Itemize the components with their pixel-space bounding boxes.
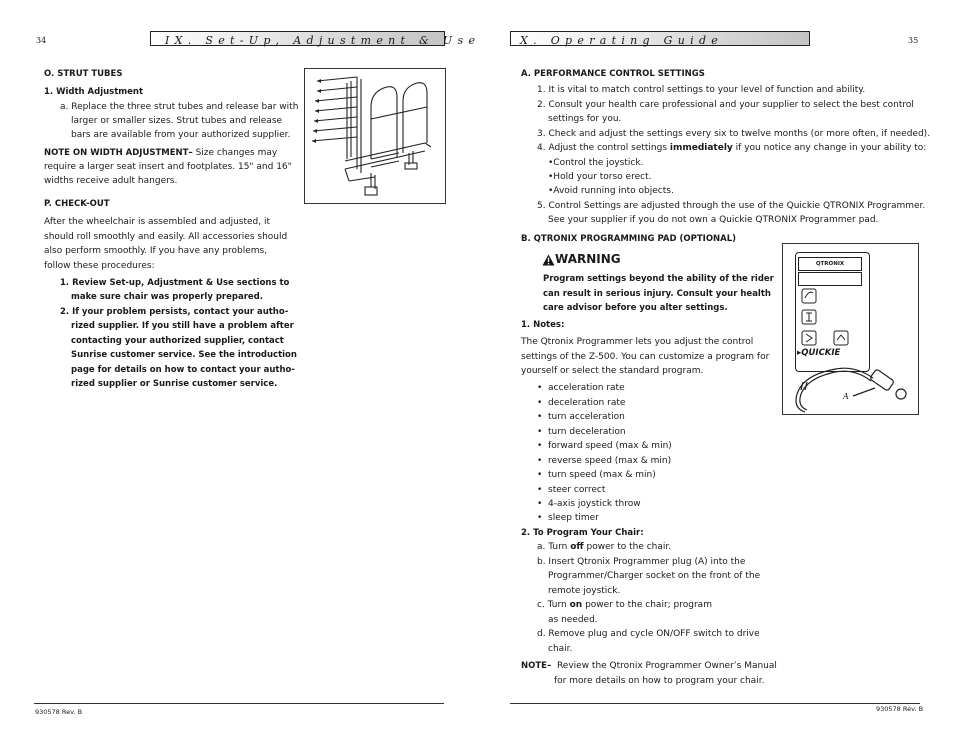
program-note-line: for more details on how to program your chair.	[554, 676, 765, 686]
programmable-setting: • turn speed (max & min)	[537, 470, 656, 480]
program-step-b-line: Programmer/Charger socket on the front of the	[548, 571, 761, 581]
notes-heading: 1. Notes:	[521, 320, 565, 330]
footer-rule-right	[510, 703, 920, 704]
checkout-step-2-line: rized supplier. If you still have a problem after	[71, 321, 294, 331]
strut-line: a. Replace the three strut tubes and release bar with	[60, 102, 299, 112]
checkout-para-line: After the wheelchair is assembled and adjusted, it	[44, 217, 270, 227]
warning-icon	[542, 254, 555, 266]
width-note-line: widths receive adult hangers.	[44, 176, 178, 186]
settings-bullet: •Control the joystick.	[548, 158, 644, 168]
wheelchair-frame-illustration	[305, 69, 445, 203]
settings-item-1: 1. It is vital to match control settings to your level of function and ability.	[537, 85, 866, 95]
checkout-step-1-line: make sure chair was properly prepared.	[71, 292, 263, 302]
header-title-left: IX. Set-Up, Adjustment & Use	[165, 34, 481, 47]
programmable-setting: • reverse speed (max & min)	[537, 456, 672, 466]
settings-item-2-line: settings for you.	[548, 114, 622, 124]
programmable-setting: • forward speed (max & min)	[537, 441, 672, 451]
programmable-setting: • sleep timer	[537, 513, 599, 523]
section-p-heading: P. CHECK-OUT	[44, 199, 110, 209]
notes-para-line: settings of the Z-500. You can customize a program for	[521, 352, 770, 362]
header-bar-right	[510, 31, 810, 46]
page-number-right: 35	[908, 36, 919, 45]
quickie-logo: ▸QUICKIE	[797, 348, 841, 358]
footer-right: 930578 Rev. B	[876, 705, 924, 713]
program-step-b: b. Insert Qtronix Programmer plug (A) into the	[537, 557, 746, 567]
settings-bullet: •Avoid running into objects.	[548, 186, 674, 196]
checkout-step-2: 2. If your problem persists, contact your autho-	[60, 307, 289, 317]
programmable-setting: • deceleration rate	[537, 398, 626, 408]
checkout-step-2-line: contacting your authorized supplier, contact	[71, 336, 284, 346]
programmer-cable-plug	[783, 344, 918, 414]
program-heading: 2. To Program Your Chair:	[521, 528, 644, 538]
programmable-setting: • acceleration rate	[537, 383, 625, 393]
section-o-heading: O. STRUT TUBES	[44, 69, 123, 79]
settings-item-5: 5. Control Settings are adjusted through the use of the Quickie QTRONIX Programmer.	[537, 201, 926, 211]
notes-para-line: yourself or select the standard program.	[521, 366, 704, 376]
checkout-step-2-line: page for details on how to contact your autho-	[71, 365, 295, 375]
footer-left: 930578 Rev. B	[35, 708, 83, 716]
footer-rule-left	[34, 703, 444, 704]
width-note: NOTE ON WIDTH ADJUSTMENT– Size changes may	[44, 148, 278, 158]
plug-callout: A	[843, 392, 849, 401]
program-step-b-line: remote joystick.	[548, 586, 621, 596]
program-step-d-line: chair.	[548, 644, 573, 654]
checkout-step-1: 1. Review Set-up, Adjustment & Use sections to	[60, 278, 290, 288]
program-step-c: c. Turn on power to the chair; program	[537, 600, 712, 610]
warning-text-line: care advisor before you alter settings.	[543, 303, 728, 313]
program-step-c-line: as needed.	[548, 615, 598, 625]
section-a-heading: A. PERFORMANCE CONTROL SETTINGS	[521, 69, 705, 79]
programmable-setting: • turn deceleration	[537, 427, 626, 437]
warning-text-line: Program settings beyond the ability of the rider	[543, 274, 774, 284]
width-adjustment-heading: 1. Width Adjustment	[44, 87, 144, 97]
settings-item-5-line: See your supplier if you do not own a Quickie QTRONIX Programmer pad.	[548, 215, 879, 225]
settings-bullet: •Hold your torso erect.	[548, 172, 652, 182]
checkout-step-2-line: rized supplier or Sunrise customer service.	[71, 379, 278, 389]
strut-line: bars are available from your authorized supplier.	[71, 130, 291, 140]
settings-item-4: 4. Adjust the control settings immediately if you notice any change in your ability to:	[537, 143, 927, 153]
qtronix-label: QTRONIX	[798, 257, 862, 271]
checkout-para-line: follow these procedures:	[44, 261, 155, 271]
programmable-setting: • 4-axis joystick throw	[537, 499, 641, 509]
program-note: NOTE– Review the Qtronix Programmer Owner’s Manual	[521, 661, 777, 671]
width-note-line: require a larger seat insert and footplates. 15" and 16"	[44, 162, 292, 172]
warning-title: WARNING	[542, 252, 682, 268]
qtronix-programmer-figure	[782, 243, 919, 415]
program-step-d: d. Remove plug and cycle ON/OFF switch to drive	[537, 629, 760, 639]
header-title-right: X. Operating Guide	[520, 34, 724, 47]
checkout-para-line: should roll smoothly and easily. All accessories should	[44, 232, 288, 242]
programmable-setting: • turn acceleration	[537, 412, 625, 422]
programmable-setting: • steer correct	[537, 485, 606, 495]
strut-line: larger or smaller sizes. Strut tubes and release	[71, 116, 283, 126]
program-step-a: a. Turn off power to the chair.	[537, 542, 672, 552]
settings-item-3: 3. Check and adjust the settings every six to twelve months (or more often, if needed).	[537, 129, 931, 139]
section-b-heading: B. QTRONIX PROGRAMMING PAD (OPTIONAL)	[521, 234, 737, 244]
checkout-para-line: also perform smoothly. If you have any problems,	[44, 246, 268, 256]
page-number-left: 34	[36, 36, 47, 45]
notes-para-line: The Qtronix Programmer lets you adjust the control	[521, 337, 754, 347]
header-bar-left	[150, 31, 481, 47]
programmer-display	[798, 272, 862, 286]
strut-tube-figure	[304, 68, 446, 204]
warning-text-line: can result in serious injury. Consult your health	[543, 289, 771, 299]
checkout-step-2-line: Sunrise customer service. See the introduction	[71, 350, 297, 360]
settings-item-2: 2. Consult your health care professional and your supplier to select the best control	[537, 100, 914, 110]
